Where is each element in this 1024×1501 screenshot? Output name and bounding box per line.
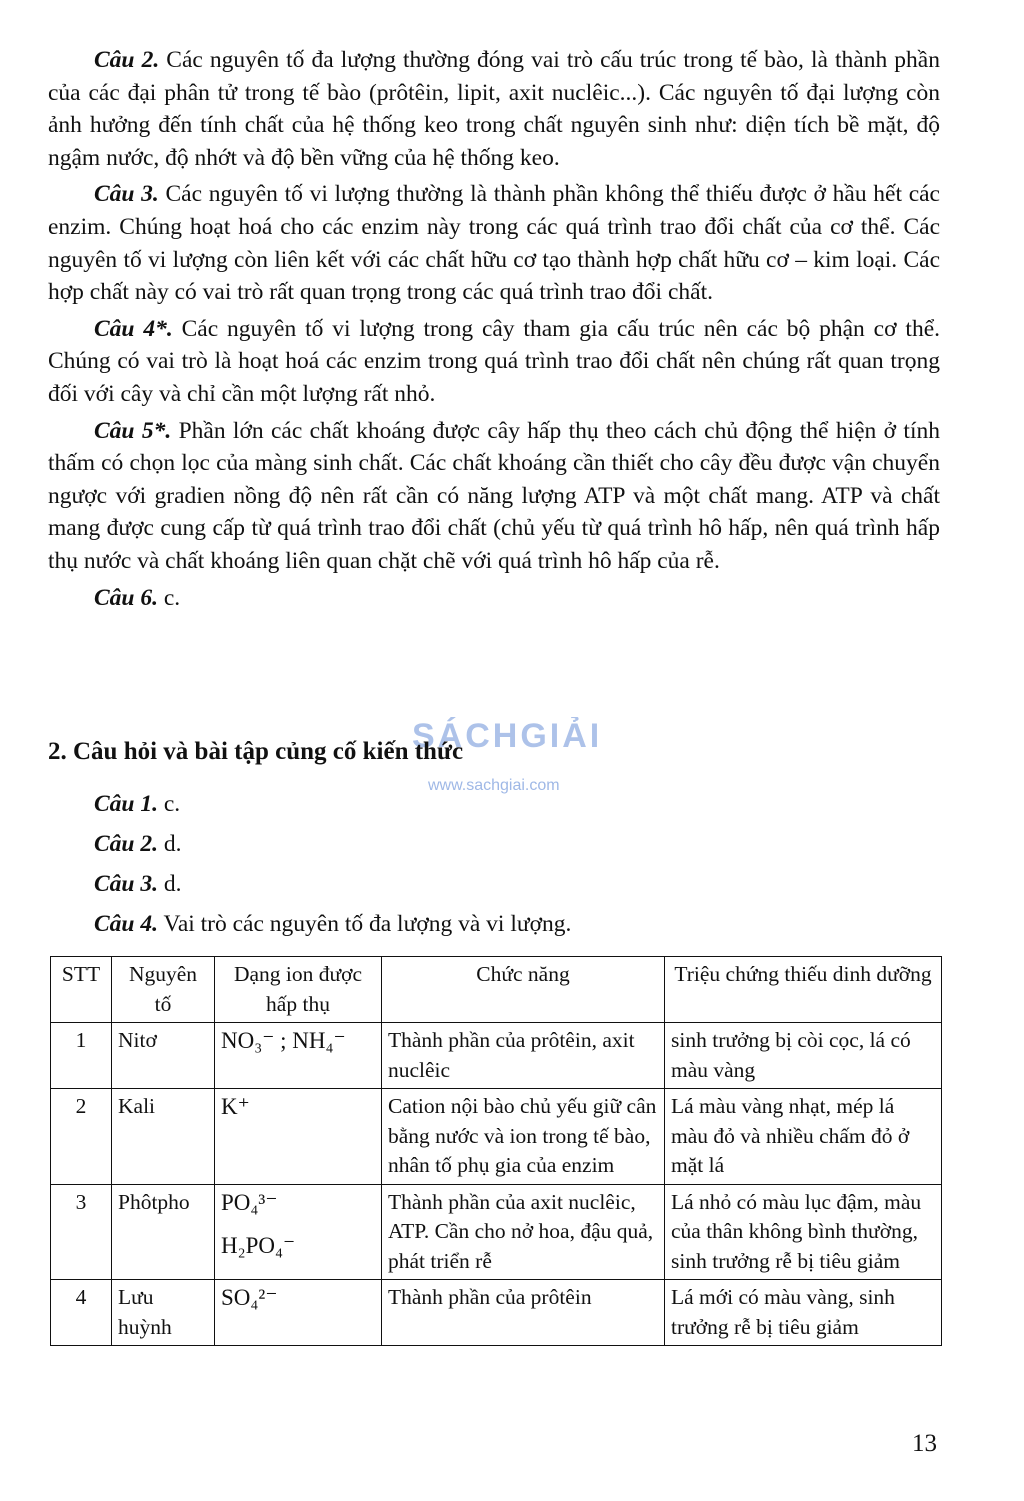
header-stt: STT	[51, 957, 112, 1023]
answer-text: c.	[158, 791, 181, 817]
cell-stt: 1	[51, 1023, 112, 1089]
paragraph	[48, 313, 940, 411]
cell-stt: 2	[51, 1089, 112, 1185]
cell-symptom: Lá nhỏ có màu lục đậm, màu của thân không bình thường, sinh trưởng rễ bị tiêu giảm	[665, 1184, 942, 1280]
cell-symptom: Lá màu vàng nhạt, mép lá màu đỏ và nhiều chấm đỏ ở mặt lá	[665, 1089, 942, 1185]
answer-text: d.	[158, 871, 182, 897]
header-function: Chức năng	[382, 957, 665, 1023]
header-element: Nguyên tố	[112, 957, 215, 1023]
answer-line	[48, 864, 940, 904]
ion-formula: PO₄³⁻	[221, 1189, 278, 1215]
paragraph-text: c.	[158, 584, 181, 611]
nutrient-table	[50, 956, 942, 1346]
question-label: Câu 3.	[94, 871, 158, 897]
watermark-url: www.sachgiai.com	[428, 777, 560, 794]
cell-element: Nitơ	[112, 1023, 215, 1089]
question-label: Câu 4.	[94, 911, 158, 937]
paragraph	[48, 178, 940, 308]
question-label: Câu 6.	[94, 584, 158, 611]
short-answers	[48, 784, 940, 944]
table-row	[51, 1023, 942, 1089]
cell-function: Thành phần của axit nuclêic, ATP. Cần cho nở hoa, đậu quả, phát triển rễ	[382, 1184, 665, 1280]
answer-line	[48, 824, 940, 864]
cell-element: Lưu huỳnh	[112, 1280, 215, 1346]
answer-text: d.	[158, 831, 182, 857]
cell-element: Kali	[112, 1089, 215, 1185]
answer-paragraphs	[48, 44, 940, 614]
cell-function: Cation nội bào chủ yếu giữ cân bằng nước và ion trong tế bào, nhân tố phụ gia của enzim	[382, 1089, 665, 1185]
ion-formula: H₂PO₄⁻	[221, 1233, 296, 1258]
cell-stt: 4	[51, 1280, 112, 1346]
paragraph	[48, 44, 940, 174]
header-symptom: Triệu chứng thiếu dinh dưỡng	[665, 957, 942, 1023]
paragraph	[48, 582, 940, 615]
section-title: 2. Câu hỏi và bài tập củng cố kiến thức	[48, 738, 464, 765]
cell-element: Phôtpho	[112, 1184, 215, 1280]
paragraph-text: Phần lớn các chất khoáng được cây hấp thụ theo cách chủ động thể hiện ở tính thấm có chọn lọc của màng sinh chất. Các chất khoáng cần thiết cho cây đều được vận chuyển ngược với gradien nồng độ nên rất cần có năng lượng ATP và một chất mang. ATP và chất mang được cung cấp từ quá trình trao đổi chất (chủ yếu từ quá trình hô hấp, nên quá trình hấp thụ nước và chất khoáng liên quan chặt chẽ với quá trình hô hấp của rễ.	[48, 417, 940, 574]
cell-ion	[215, 1023, 382, 1089]
cell-stt: 3	[51, 1184, 112, 1280]
table-row	[51, 1280, 942, 1346]
ion-formula: K⁺	[221, 1094, 250, 1119]
paragraph-text: Các nguyên tố đa lượng thường đóng vai trò cấu trúc trong tế bào, là thành phần của các đại phân tử trong tế bào (prôtêin, lipit, axit nuclêic...). Các nguyên tố đại lượng còn ảnh hưởng đến tính chất của hệ thống keo trong chất nguyên sinh như: diện tích bề mặt, độ ngậm nước, độ nhớt và độ bền vững của hệ thống keo.	[48, 47, 940, 171]
question-label: Câu 2.	[94, 47, 160, 73]
answer-line	[48, 784, 940, 824]
question-label: Câu 2.	[94, 831, 158, 857]
cell-function: Thành phần của prôtêin, axit nuclêic	[382, 1023, 665, 1089]
ion-formula: NO₃⁻ ; NH₄⁻	[221, 1028, 346, 1053]
watermark-brand: SÁCHGIẢI	[412, 717, 603, 755]
question-label: Câu 3.	[94, 181, 159, 208]
header-ion: Dạng ion được hấp thụ	[215, 957, 382, 1023]
paragraph	[48, 415, 940, 578]
answer-text: Vai trò các nguyên tố đa lượng và vi lượng.	[158, 911, 572, 937]
cell-function: Thành phần của prôtêin	[382, 1280, 665, 1346]
answer-line	[48, 904, 940, 944]
paragraph-text: Các nguyên tố vi lượng thường là thành phần không thể thiếu được ở hầu hết các enzim. Chúng hoạt hoá cho các enzim này trong các quá trình trao đổi chất của cơ thể. Các nguyên tố vi lượng còn liên kết với các chất hữu cơ tạo thành hợp chất hữu cơ – kim loại. Các hợp chất này có vai trò rất quan trọng trong các quá trình trao đổi chất.	[48, 181, 940, 306]
cell-ion	[215, 1184, 382, 1280]
cell-ion	[215, 1089, 382, 1185]
cell-symptom: sinh trưởng bị còi cọc, lá có màu vàng	[665, 1023, 942, 1089]
page-number: 13	[912, 1430, 937, 1457]
cell-ion	[215, 1280, 382, 1346]
ion-formula: SO₄²⁻	[221, 1285, 278, 1310]
question-label: Câu 1.	[94, 791, 158, 817]
table-header-row	[51, 957, 942, 1023]
table-row	[51, 1184, 942, 1280]
question-label: Câu 4*.	[94, 315, 173, 342]
cell-symptom: Lá mới có màu vàng, sinh trưởng rễ bị tiêu giảm	[665, 1280, 942, 1346]
question-label: Câu 5*.	[94, 417, 172, 444]
table-row	[51, 1089, 942, 1185]
paragraph-text: Các nguyên tố vi lượng trong cây tham gia cấu trúc nên các bộ phận cơ thể. Chúng có vai trò là hoạt hoá các enzim trong quá trình trao đổi chất nên chúng rất quan trọng đối với cây và chỉ cần một lượng rất nhỏ.	[48, 315, 940, 407]
